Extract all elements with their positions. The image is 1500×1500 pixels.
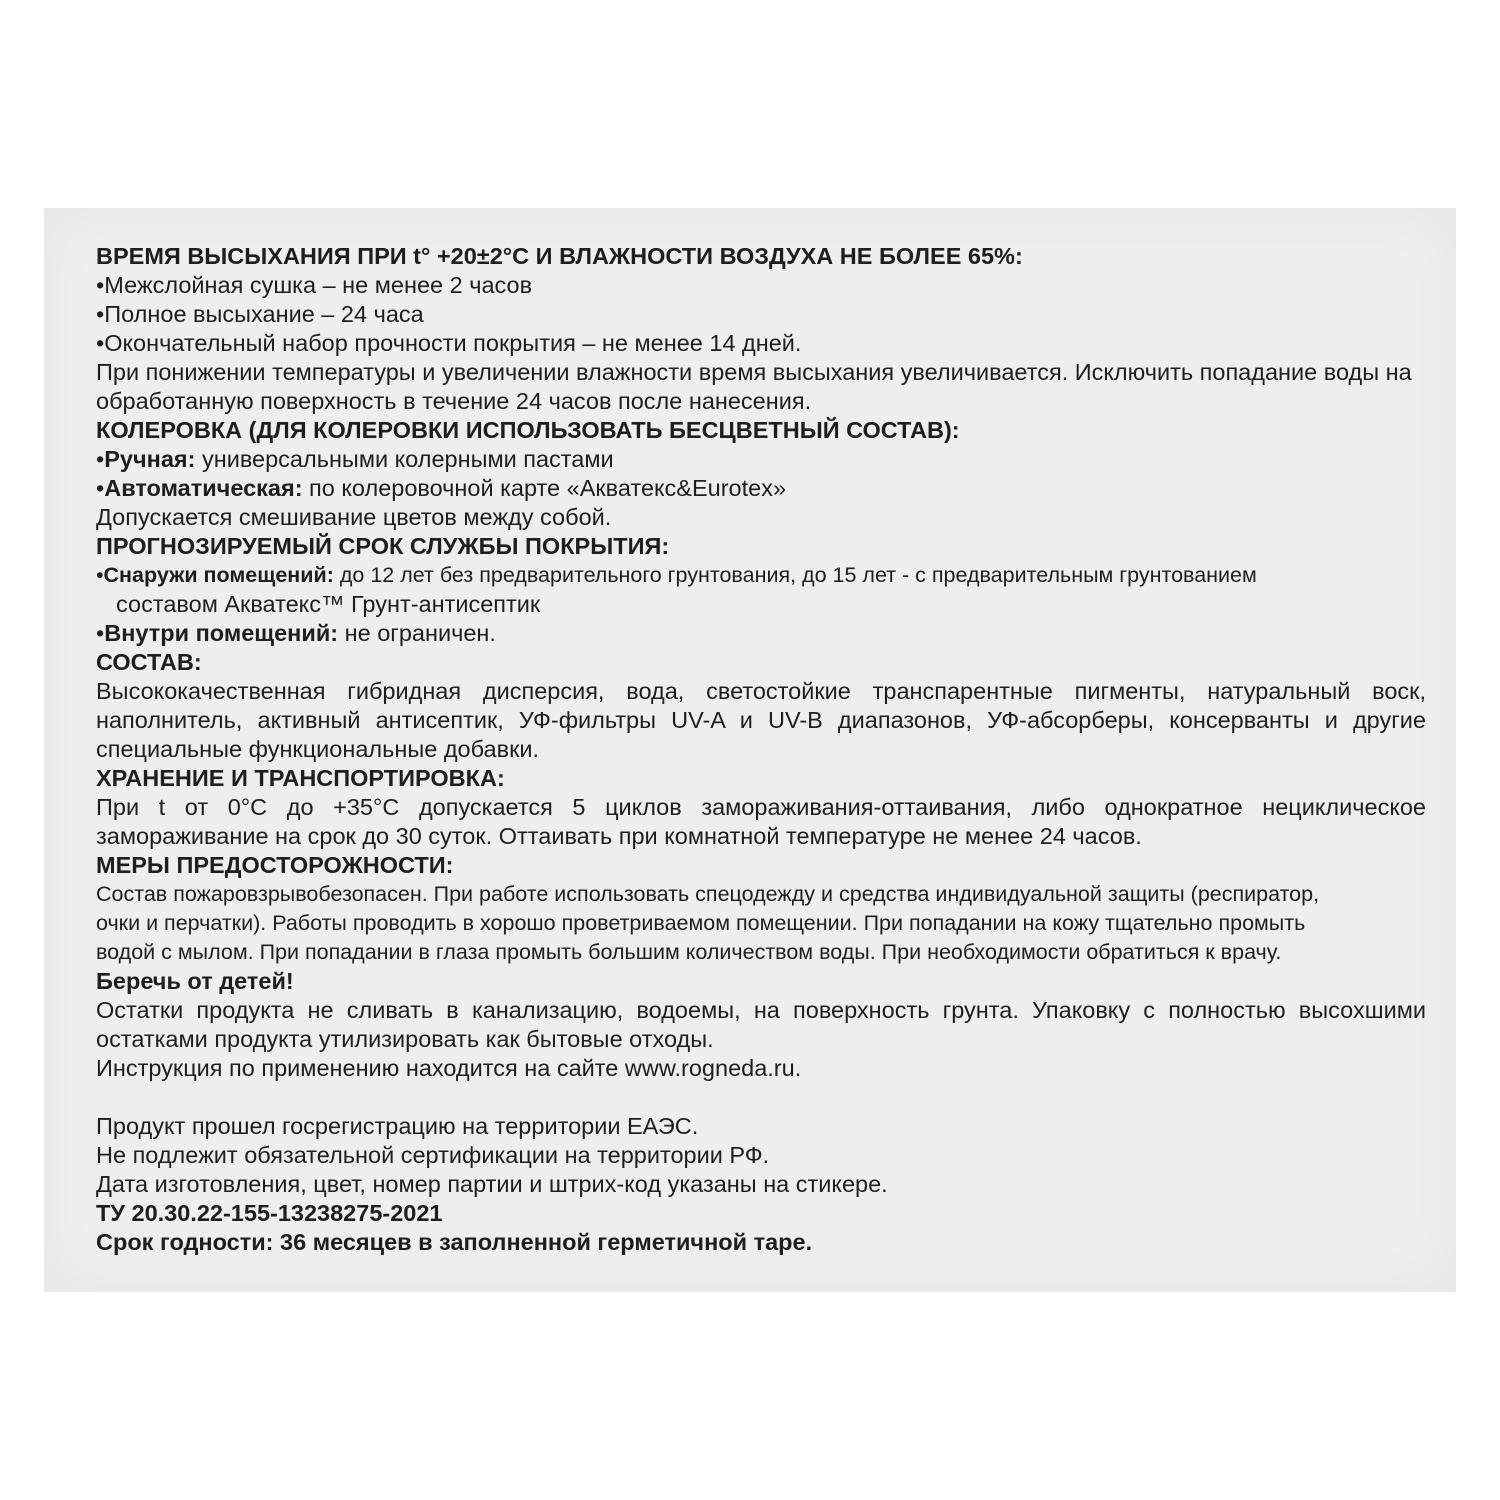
- service-life-outside-cont: составом Акватекс™ Грунт-антисептик: [116, 591, 541, 617]
- storage-text: замораживание на срок до 30 суток. Оттаивать при комнатной температуре не менее 24 часов.: [96, 823, 1142, 849]
- tinting-auto: [96, 474, 1426, 503]
- tinting-manual: [96, 445, 1426, 474]
- drying-item: • Полное высыхание – 24 часа: [96, 300, 1426, 329]
- footer-line: Дата изготовления, цвет, номер партии и штрих-код указаны на стикере.: [96, 1171, 888, 1197]
- shelf-life-label: Срок годности:: [96, 1229, 274, 1255]
- service-life-outside-text: до 12 лет без предварительного грунтования, до 15 лет - с предварительным грунтованием: [333, 563, 1257, 587]
- tinting-auto-text: по колеровочной карте «Акватекс&Eurotex»: [302, 475, 787, 501]
- children-warning: Беречь от детей!: [96, 968, 294, 994]
- service-life-inside: [96, 619, 1426, 648]
- composition-heading: СОСТАВ:: [96, 649, 202, 675]
- tinting-manual-label: Ручная:: [104, 446, 196, 472]
- instructions-text: Инструкция по применению находится на сайте www.rogneda.ru.: [96, 1055, 802, 1081]
- tinting-heading: КОЛЕРОВКА (ДЛЯ КОЛЕРОВКИ ИСПОЛЬЗОВАТЬ БЕСЦВЕТНЫЙ СОСТАВ):: [96, 417, 960, 443]
- service-life-outside: [96, 561, 1426, 590]
- tinting-note: Допускается смешивание цветов между собой.: [96, 504, 612, 530]
- precautions-text: водой с мылом. При попадании в глаза промыть большим количеством воды. При необходимости обратиться к врачу.: [96, 940, 1282, 964]
- composition-text: специальные функциональные добавки.: [96, 736, 540, 762]
- service-life-outside-label: Снаружи помещений:: [103, 563, 334, 587]
- shelf-life: [96, 1228, 1426, 1257]
- tinting-auto-label: Автоматическая:: [104, 475, 303, 501]
- storage-heading: ХРАНЕНИЕ И ТРАНСПОРТИРОВКА:: [96, 765, 505, 791]
- footer-line: Не подлежит обязательной сертификации на территории РФ.: [96, 1142, 770, 1168]
- composition-text: наполнитель, активный антисептик, УФ-фильтры UV-A и UV-B диапазонов, УФ-абсорберы, консерванты и другие: [96, 707, 1426, 733]
- drying-item: • Окончательный набор прочности покрытия – не менее 14 дней.: [96, 329, 1426, 358]
- tinting-manual-text: универсальными колерными пастами: [195, 446, 614, 472]
- precautions-heading: МЕРЫ ПРЕДОСТОРОЖНОСТИ:: [96, 852, 454, 878]
- drying-heading: ВРЕМЯ ВЫСЫХАНИЯ ПРИ t° +20±2°С И ВЛАЖНОСТИ ВОЗДУХА НЕ БОЛЕЕ 65%:: [96, 243, 1023, 269]
- drying-note: При понижении температуры и увеличении влажности время высыхания увеличивается. Исключить попадание воды на: [96, 359, 1412, 385]
- footer-line: Продукт прошел госрегистрацию на территории ЕАЭС.: [96, 1113, 699, 1139]
- drying-note: обработанную поверхность в течение 24 часов после нанесения.: [96, 388, 812, 414]
- composition-text: Высококачественная гибридная дисперсия, вода, светостойкие транспарентные пигменты, натуральный воск,: [96, 678, 1426, 704]
- shelf-life-text: 36 месяцев в заполненной герметичной таре.: [273, 1229, 813, 1255]
- disposal-text: Остатки продукта не сливать в канализацию, водоемы, на поверхность грунта. Упаковку с полностью высохшими: [96, 997, 1426, 1023]
- disposal-text: остатками продукта утилизировать как бытовые отходы.: [96, 1026, 714, 1052]
- label-text: [96, 242, 1426, 1257]
- drying-item: • Межслойная сушка – не менее 2 часов: [96, 271, 1426, 300]
- tu-code: ТУ 20.30.22-155-13238275-2021: [96, 1200, 443, 1226]
- service-life-inside-label: Внутри помещений:: [104, 620, 339, 646]
- storage-text: При t от 0°С до +35°С допускается 5 циклов замораживания-оттаивания, либо однократное нециклическое: [96, 794, 1426, 820]
- service-life-inside-text: не ограничен.: [338, 620, 496, 646]
- precautions-text: Состав пожаровзрывобезопасен. При работе использовать спецодежду и средства индивидуальной защиты (респиратор,: [96, 882, 1320, 906]
- precautions-text: очки и перчатки). Работы проводить в хорошо проветриваемом помещении. При попадании на кожу тщательно промыть: [96, 911, 1306, 935]
- service-life-heading: ПРОГНОЗИРУЕМЫЙ СРОК СЛУЖБЫ ПОКРЫТИЯ:: [96, 533, 670, 559]
